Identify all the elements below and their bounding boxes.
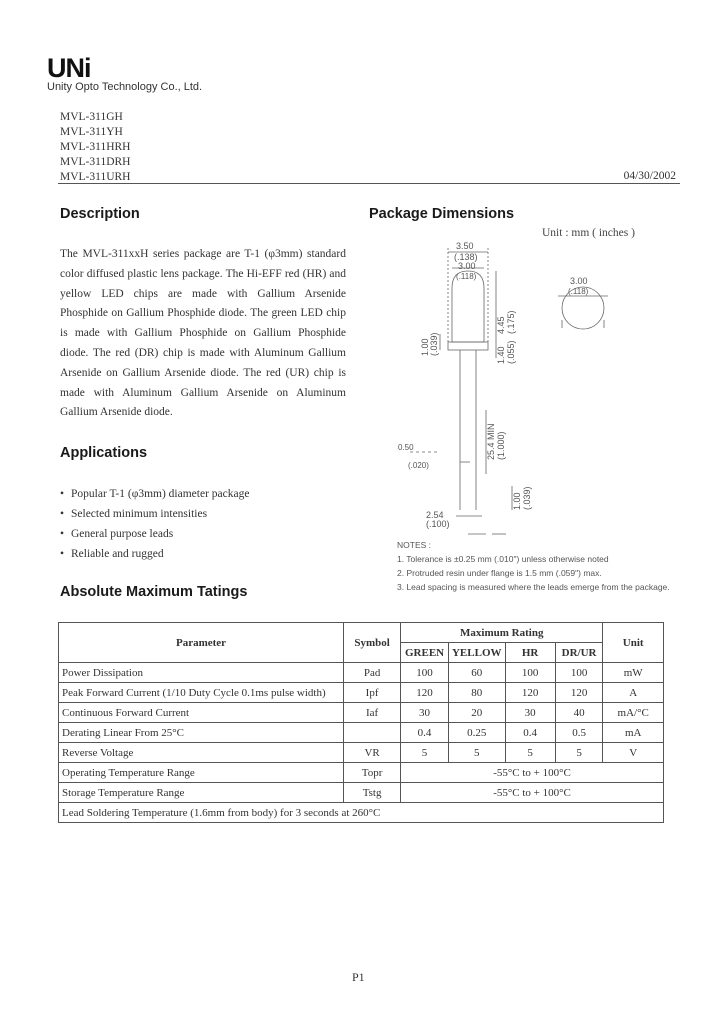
value-cell: 0.25 [448,723,505,743]
symbol-cell: VR [344,743,401,763]
document-date: 04/30/2002 [623,170,676,182]
model-number: MVL-311HRH [60,141,131,153]
column-subheader: YELLOW [448,643,505,663]
column-subheader: DR/UR [555,643,603,663]
table-header-row [59,623,664,643]
led-body-outline [452,271,484,342]
model-number: MVL-311GH [60,111,123,123]
column-header: Symbol [344,623,401,663]
value-cell: 5 [555,743,603,763]
table-row [59,683,664,703]
unit-cell: V [603,743,664,763]
symbol-cell: Ipf [344,683,401,703]
dimension-label: (.138) [454,252,478,262]
description-heading: Description [60,206,140,222]
param-cell: Peak Forward Current (1/10 Duty Cycle 0.1ms pulse width) [59,683,344,703]
value-cell: 5 [505,743,555,763]
value-cell: 5 [448,743,505,763]
model-list [60,110,131,185]
dimension-label: 3.50 [456,241,474,251]
dimension-label: 3.00 [570,276,588,286]
column-header: Unit [603,623,664,663]
package-dimensions-drawing [390,238,640,538]
dimension-label: 1.00 [420,338,430,356]
package-heading: Package Dimensions [369,206,515,222]
table-row [59,663,664,683]
solder-cell: Lead Soldering Temperature (1.6mm from body) for 3 seconds at 260°C [59,803,664,823]
table-row [59,723,664,743]
value-cell: 120 [505,683,555,703]
column-header: Parameter [59,623,344,663]
dimension-label: 1.00 [512,492,522,510]
list-item: • Reliable and rugged [60,544,249,564]
company-logo: UNi [47,53,91,83]
package-notes [397,538,670,594]
note-item: 2. Protruded resin under flange is 1.5 mm (.059") max. [397,568,602,578]
list-item: • Popular T-1 (φ3mm) diameter package [60,484,249,504]
param-cell: Reverse Voltage [59,743,344,763]
dimension-label: (.118) [568,287,589,296]
dimension-label: (.039) [522,486,532,510]
table-row [59,803,664,823]
value-cell: 80 [448,683,505,703]
dimension-label: 25.4 MIN [486,423,496,460]
symbol-cell: Iaf [344,703,401,723]
header-divider [58,183,680,184]
value-cell: 100 [505,663,555,683]
range-cell: -55°C to + 100°C [401,783,664,803]
notes-title: NOTES : [397,540,432,550]
column-subheader: HR [505,643,555,663]
dimension-label: (.055) [506,340,516,364]
dimension-label: 3.00 [458,261,476,271]
value-cell: 40 [555,703,603,723]
dimension-label: (.039) [429,332,439,356]
value-cell: 5 [401,743,449,763]
value-cell: 100 [555,663,603,683]
param-cell: Derating Linear From 25°C [59,723,344,743]
value-cell: 20 [448,703,505,723]
table-row [59,763,664,783]
model-number: MVL-311YH [60,126,123,138]
list-item: • General purpose leads [60,524,249,544]
param-cell: Storage Temperature Range [59,783,344,803]
param-cell: Continuous Forward Current [59,703,344,723]
value-cell: 120 [555,683,603,703]
value-cell: 60 [448,663,505,683]
ratings-table [58,622,664,823]
dimension-label: (1.000) [496,431,506,460]
value-cell: 0.4 [505,723,555,743]
unit-cell: A [603,683,664,703]
table-row [59,743,664,763]
model-number: MVL-311DRH [60,156,131,168]
applications-list [60,484,249,564]
value-cell: 30 [505,703,555,723]
dimension-label: (.020) [408,461,429,470]
symbol-cell: Pad [344,663,401,683]
dimension-label: 4.45 [496,316,506,334]
unit-cell: mW [603,663,664,683]
dimension-label: 0.50 [398,443,414,452]
led-flange-outline [448,342,488,350]
dimension-label: (.175) [506,310,516,334]
unit-cell: mA/°C [603,703,664,723]
value-cell: 120 [401,683,449,703]
page-number: P1 [352,970,365,984]
dimension-label: (.118) [456,272,477,281]
list-item: • Selected minimum intensities [60,504,249,524]
dimension-label: (.100) [426,519,450,529]
note-item: 1. Tolerance is ±0.25 mm (.010") unless otherwise noted [397,554,609,564]
value-cell: 30 [401,703,449,723]
table-row [59,703,664,723]
value-cell: 100 [401,663,449,683]
dimension-label: 1.40 [496,346,506,364]
dimension-label: 2.54 [426,510,444,520]
model-number: MVL-311URH [60,171,131,183]
value-cell: 0.4 [401,723,449,743]
column-header: Maximum Rating [401,623,603,643]
description-text: The MVL-311xxH series package are T-1 (φ3mm) standard color diffused plastic lens package. The Hi-EFF red (HR) and yellow LED chips are made with Gallium Arsenide Phosphide on Gallium Phosphide diode. The green LED chip is made with Gallium Phosphide on Gallium Phosphide diode. The red (DR) chip is made with Aluminum Gallium Arsenide on Gallium Arsenide diode. The red (UR) chip is made with Aluminum Gallium Arsenide on Aluminum Gallium Arsenide diode. [60,248,346,419]
value-cell: 0.5 [555,723,603,743]
table-row [59,783,664,803]
unit-cell: mA [603,723,664,743]
symbol-cell [344,723,401,743]
symbol-cell: Tstg [344,783,401,803]
ratings-heading: Absolute Maximum Tatings [60,584,248,600]
param-cell: Power Dissipation [59,663,344,683]
units-label: Unit : mm ( inches ) [542,227,635,239]
company-name: Unity Opto Technology Co., Ltd. [47,81,203,93]
range-cell: -55°C to + 100°C [401,763,664,783]
param-cell: Operating Temperature Range [59,763,344,783]
applications-heading: Applications [60,445,148,461]
column-subheader: GREEN [401,643,449,663]
symbol-cell: Topr [344,763,401,783]
note-item: 3. Lead spacing is measured where the leads emerge from the package. [397,582,670,592]
